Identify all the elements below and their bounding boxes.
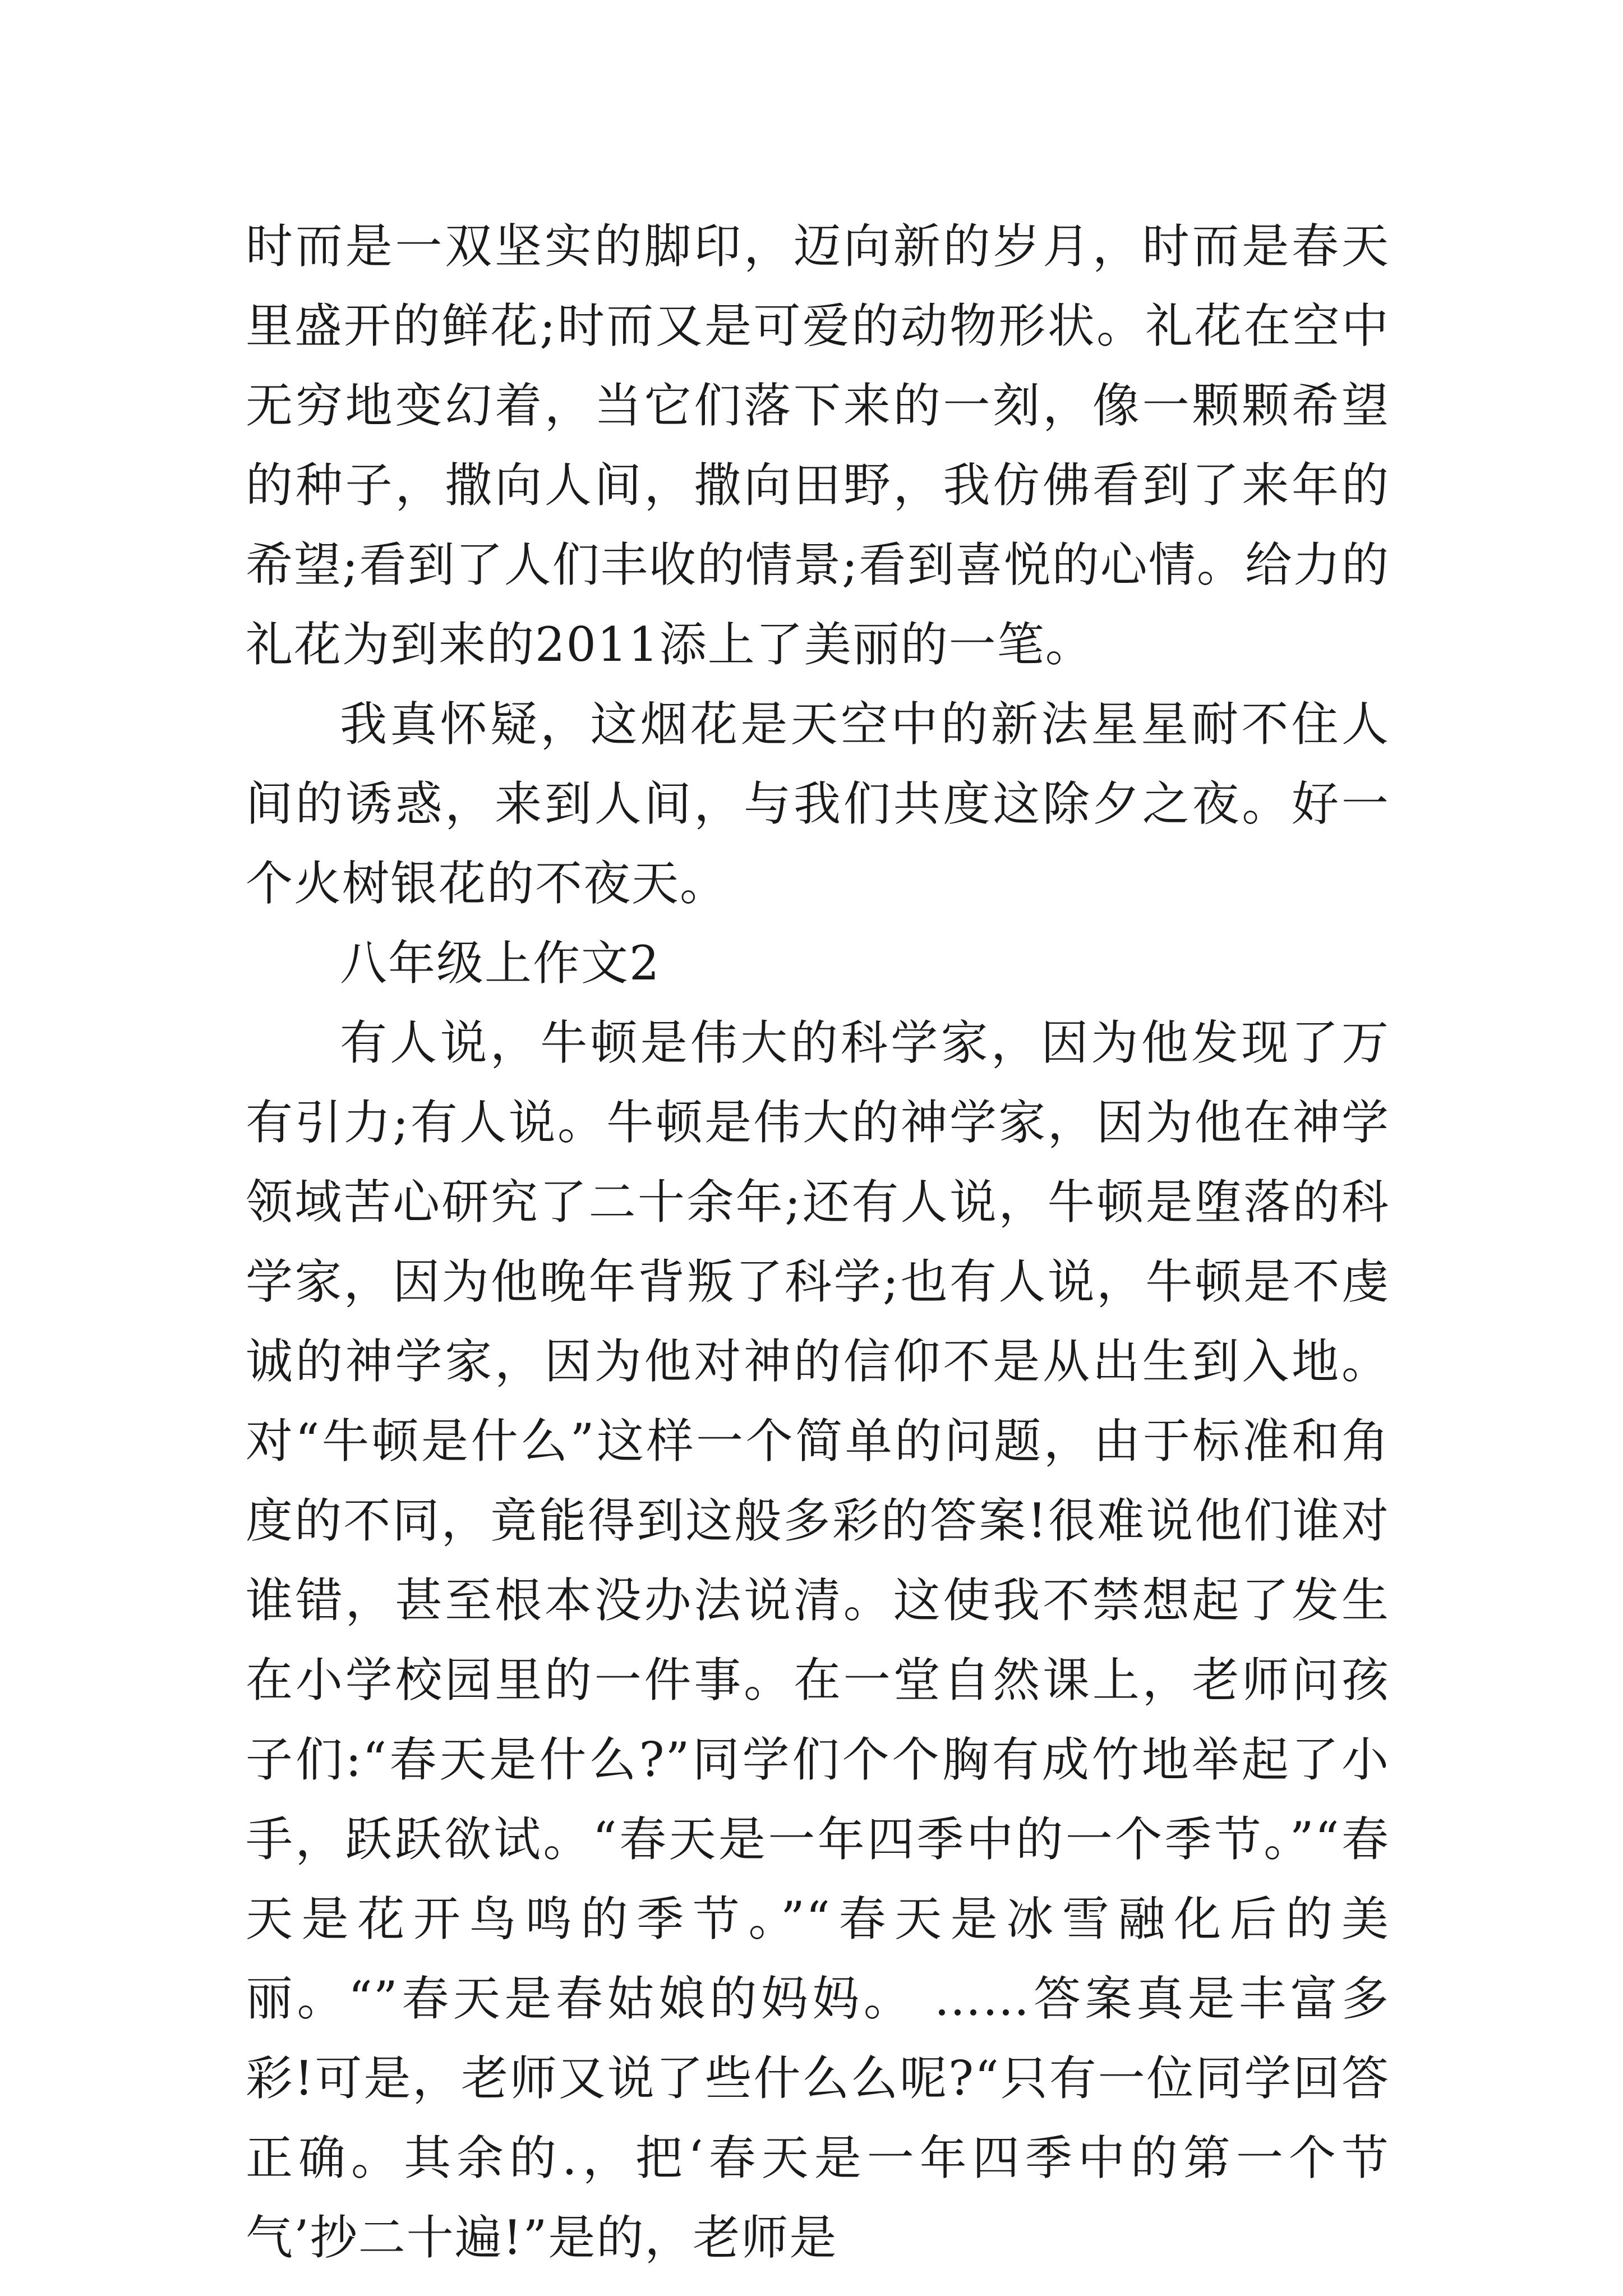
document-body: [246, 206, 1390, 2277]
paragraph-newton: 有人说，牛顿是伟大的科学家，因为他发现了万有引力;有人说。牛顿是伟大的神学家，因为他在神学领域苦心研究了二十余年;还有人说，牛顿是堕落的科学家，因为他晚年背叛了科学;也有人说，牛顿是不虔诚的神学家，因为他对神的信仰不是从出生到入地。对“牛顿是什么”这样一个简单的问题，由于标准和角度的不同，竟能得到这般多彩的答案!很难说他们谁对谁错，甚至根本没办法说清。这使我不禁想起了发生在小学校园里的一件事。在一堂自然课上，老师问孩子们:“春天是什么?”同学们个个胸有成竹地举起了小手，跃跃欲试。“春天是一年四季中的一个季节。”“春天是花开鸟鸣的季节。”“春天是冰雪融化后的美丽。“”春天是春姑娘的妈妈。 ……答案真是丰富多彩!可是，老师又说了些什么么呢?“只有一位同学回答正确。其余的.，把‘春天是一年四季中的第一个节气’抄二十遍!”是的，老师是: [246, 1015, 1390, 2265]
paragraph-fireworks-continued: 时而是一双坚实的脚印，迈向新的岁月，时而是春天里盛开的鲜花;时而又是可爱的动物形状。礼花在空中无穷地变幻着，当它们落下来的一刻，像一颗颗希望的种子，撒向人间，撒向田野，我仿佛看到了来年的希望;看到了人们丰收的情景;看到喜悦的心情。给力的礼花为到来的2011添上了美丽的一笔。: [246, 219, 1390, 672]
paragraph-fireworks-conclusion: 我真怀疑，这烟花是天空中的新法星星耐不住人间的诱惑，来到人间，与我们共度这除夕之夜。好一个火树银花的不夜天。: [246, 697, 1390, 911]
essay-heading: 八年级上作文2: [340, 936, 661, 991]
